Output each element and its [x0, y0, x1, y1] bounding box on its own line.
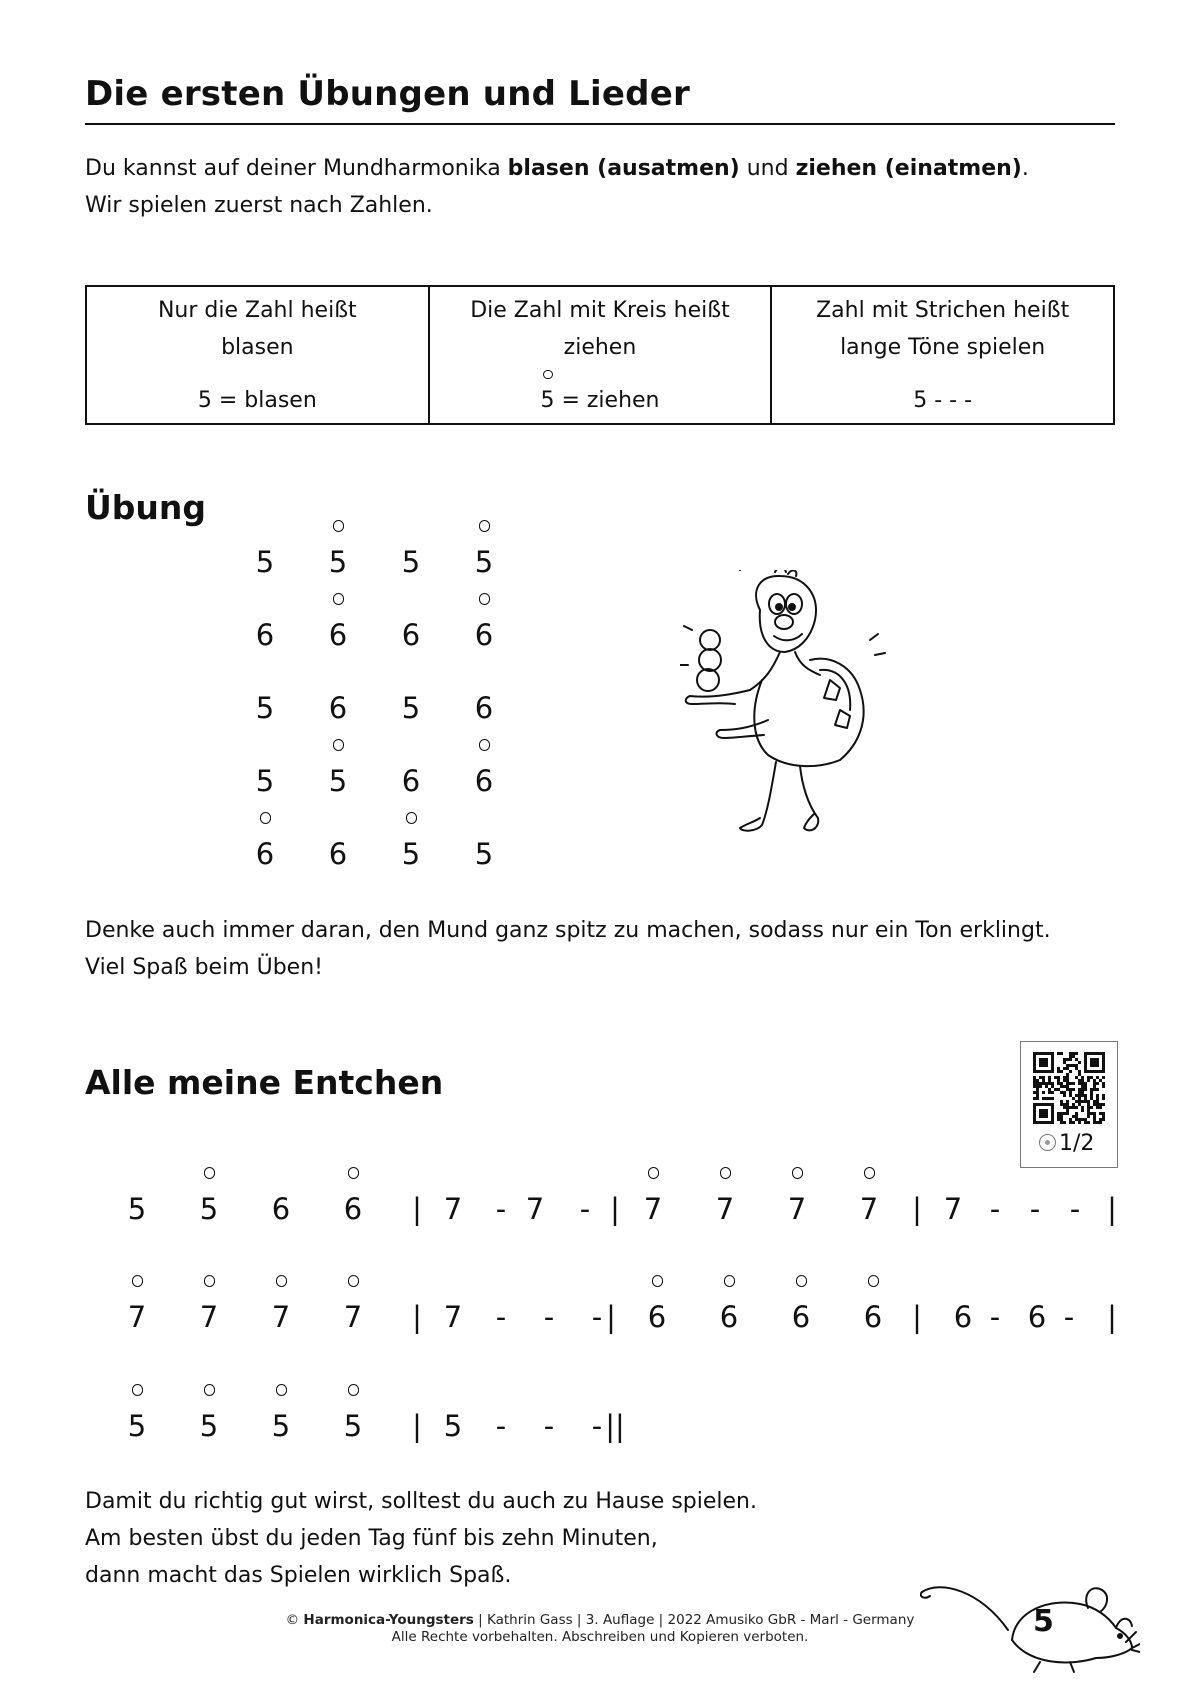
draw-note: 5	[318, 536, 358, 588]
hold-dash: -	[543, 1409, 555, 1443]
blow-note: 5	[474, 837, 494, 871]
bar-line: |	[912, 1300, 922, 1334]
blow-note: 6	[953, 1300, 973, 1334]
intro-text	[85, 150, 1029, 224]
turtle-juggling-illustration	[680, 570, 900, 845]
blow-note: 7	[525, 1192, 545, 1226]
qr-code[interactable]	[1033, 1052, 1105, 1124]
draw-note: 7	[118, 1291, 156, 1343]
blow-note: 5	[401, 545, 421, 579]
hold-dash: -	[495, 1409, 507, 1443]
draw-note: 7	[334, 1291, 372, 1343]
hold-dash: -	[989, 1192, 1001, 1226]
blow-note: 6	[255, 618, 275, 652]
legend-cell-long: Zahl mit Strichen heißt lange Töne spielen 5 - - -	[771, 286, 1114, 424]
draw-note: 6	[638, 1291, 676, 1343]
blow-note: 5	[443, 1409, 463, 1443]
blow-note: 5	[401, 691, 421, 725]
legend-table	[85, 285, 1115, 425]
title-rule	[85, 123, 1115, 125]
draw-note: 5	[190, 1183, 228, 1235]
hold-dash: -	[989, 1300, 1001, 1334]
exercise-heading: Übung	[85, 488, 207, 527]
blow-note: 6	[271, 1192, 291, 1226]
mouse-illustration	[920, 1570, 1140, 1680]
bar-line: |	[1107, 1192, 1117, 1226]
footer-brand: Harmonica-Youngsters	[303, 1612, 474, 1628]
page-number: 5	[1033, 1604, 1054, 1639]
draw-note: 5	[262, 1400, 300, 1452]
blow-note: 6	[328, 691, 348, 725]
draw-note: 6	[464, 755, 504, 807]
draw-note: 5	[464, 536, 504, 588]
reminder-text: Denke auch immer daran, den Mund ganz spitz zu machen, sodass nur ein Ton erklingt. Viel Spaß beim Üben!	[85, 918, 1051, 980]
draw-note: 5	[334, 1400, 372, 1452]
draw-note: 5	[190, 1400, 228, 1452]
blow-note: 6	[474, 691, 494, 725]
blow-note: 6	[328, 837, 348, 871]
hold-dash: -	[1063, 1300, 1075, 1334]
legend-example-long: 5 - - -	[913, 388, 973, 413]
draw-note: 7	[850, 1183, 888, 1235]
hold-dash: -	[1069, 1192, 1081, 1226]
hold-dash: -	[495, 1192, 507, 1226]
draw-note: 7	[634, 1183, 672, 1235]
bar-line: |	[412, 1192, 422, 1226]
song-heading: Alle meine Entchen	[85, 1063, 444, 1102]
hold-dash: -	[591, 1300, 603, 1334]
bar-line: |	[412, 1409, 422, 1443]
bar-line: |	[606, 1300, 616, 1334]
song-line-3	[118, 1400, 1118, 1460]
closing-text: Damit du richtig gut wirst, solltest du auch zu Hause spielen. Am besten übst du jeden Tag fünf bis zehn Minuten, dann macht das Spielen wirklich Spaß.	[85, 1489, 757, 1588]
draw-note: 6	[245, 828, 285, 880]
blow-note: 6	[401, 618, 421, 652]
draw-note: 6	[854, 1291, 892, 1343]
hold-dash: -	[579, 1192, 591, 1226]
draw-note: 7	[706, 1183, 744, 1235]
draw-note: 6	[318, 609, 358, 661]
legend-cell-draw: Die Zahl mit Kreis heißt ziehen 5 = ziehen	[429, 286, 772, 424]
blow-note: 5	[255, 764, 275, 798]
intro-line-2: Wir spielen zuerst nach Zahlen.	[85, 193, 433, 218]
bar-line: |	[1107, 1300, 1117, 1334]
blow-note: 5	[255, 691, 275, 725]
draw-note: 6	[334, 1183, 372, 1235]
cd-icon	[1039, 1134, 1056, 1151]
legend-cell-blow: Nur die Zahl heißt blasen 5 = blasen	[86, 286, 429, 424]
draw-note: 5	[118, 1400, 156, 1452]
song-line-2	[118, 1291, 1118, 1351]
hold-dash: -	[495, 1300, 507, 1334]
draw-note: 7	[190, 1291, 228, 1343]
draw-note: 7	[778, 1183, 816, 1235]
draw-note: 5	[318, 755, 358, 807]
blow-note: 5	[127, 1192, 147, 1226]
page-title: Die ersten Übungen und Lieder	[85, 74, 690, 114]
draw-note: 6	[710, 1291, 748, 1343]
draw-note: 6	[464, 609, 504, 661]
draw-term: ziehen (einatmen)	[795, 156, 1022, 181]
draw-note: 7	[262, 1291, 300, 1343]
footer: © Harmonica-Youngsters | Kathrin Gass | 3. Auflage | 2022 Amusiko GbR - Marl - Germany Alle Rechte vorbehalten. Abschreiben und Kopieren verboten.	[285, 1612, 915, 1645]
intro-line-1: Du kannst auf deiner Mundharmonika blasen (ausatmen) und ziehen (einatmen).	[85, 156, 1029, 181]
audio-track-label: 1/2	[1039, 1130, 1094, 1158]
legend-example-blow: 5 = blasen	[197, 388, 317, 413]
final-bar-line: ||	[605, 1409, 625, 1443]
draw-circle-note: 5	[540, 382, 554, 419]
qr-code-box[interactable]	[1020, 1041, 1118, 1168]
blow-note: 6	[1027, 1300, 1047, 1334]
blow-term: blasen (ausatmen)	[507, 156, 740, 181]
blow-note: 7	[943, 1192, 963, 1226]
blow-note: 7	[443, 1300, 463, 1334]
bar-line: |	[412, 1300, 422, 1334]
blow-note: 6	[401, 764, 421, 798]
draw-note: 6	[782, 1291, 820, 1343]
hold-dash: -	[591, 1409, 603, 1443]
draw-note: 5	[391, 828, 431, 880]
bar-line: |	[912, 1192, 922, 1226]
bar-line: |	[610, 1192, 620, 1226]
hold-dash: -	[543, 1300, 555, 1334]
blow-note: 7	[443, 1192, 463, 1226]
legend-example-draw: 5 = ziehen	[430, 382, 771, 419]
hold-dash: -	[1029, 1192, 1041, 1226]
song-line-1	[118, 1183, 1118, 1243]
blow-note: 5	[255, 545, 275, 579]
